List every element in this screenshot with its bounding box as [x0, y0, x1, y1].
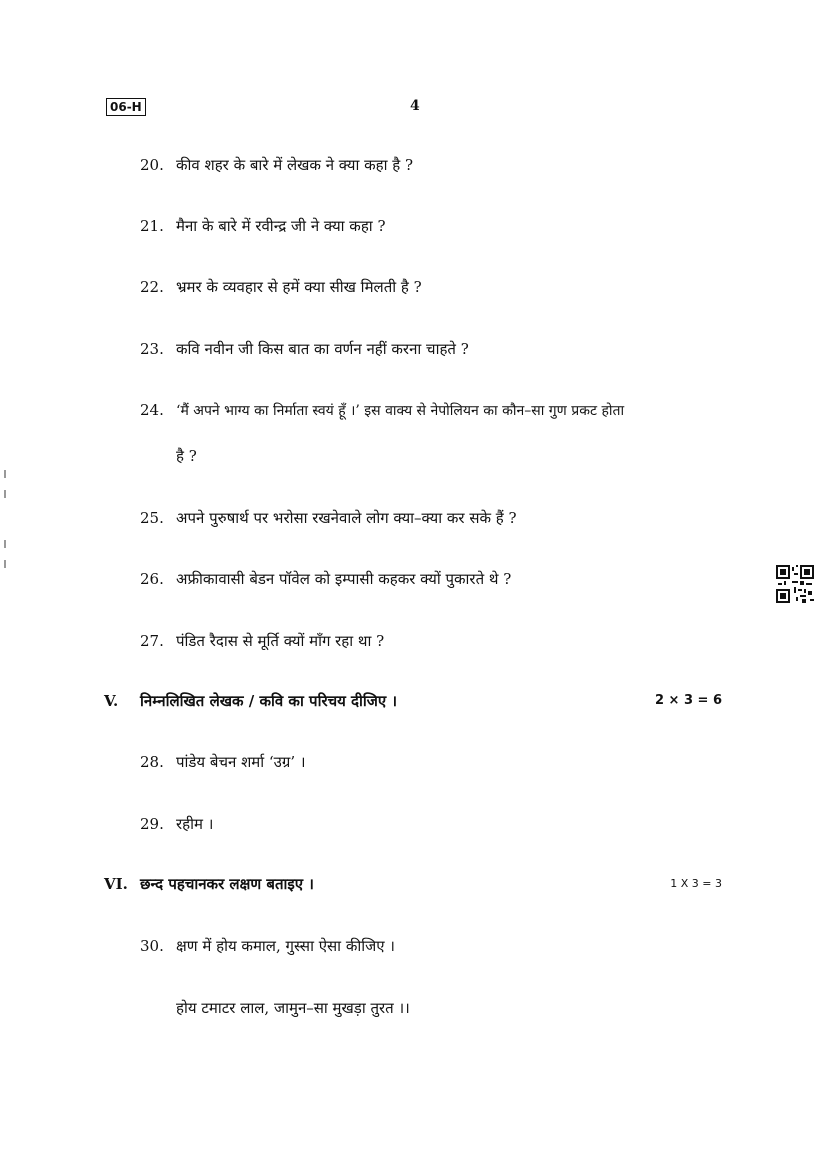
verse-line-2: होय टमाटर लाल, जामुन–सा मुखड़ा तुरत ।। — [176, 999, 410, 1017]
question-number: 23. — [140, 340, 164, 358]
question-30 — [140, 935, 395, 957]
question-number: 22. — [140, 278, 164, 296]
question-number: 28. — [140, 753, 164, 771]
question-text: पंडित रैदास से मूर्ति क्यों माँग रहा था ? — [176, 632, 385, 650]
question-number: 24. — [140, 401, 164, 419]
question-text: ‘मैं अपने भाग्य का निर्माता स्वयं हूँ ।’ इस वाक्य से नेपोलियन का कौन–सा गुण प्रकट होता — [176, 403, 625, 419]
question-number: 29. — [140, 815, 164, 833]
question-number: 27. — [140, 632, 164, 650]
section-v-heading — [104, 690, 397, 712]
question-22 — [140, 276, 422, 298]
question-29 — [140, 813, 213, 835]
edge-mark — [4, 560, 6, 568]
question-20 — [140, 154, 413, 176]
question-28 — [140, 751, 306, 773]
section-vi-marks: 1 X 3 = 3 — [670, 877, 722, 890]
section-numeral: VI. — [104, 875, 128, 893]
section-v-marks: 2 × 3 = 6 — [654, 693, 722, 708]
question-number: 26. — [140, 570, 164, 588]
question-24 — [140, 399, 624, 422]
question-number: 21. — [140, 217, 164, 235]
question-text: कवि नवीन जी किस बात का वर्णन नहीं करना चाहते ? — [176, 340, 469, 358]
question-text: अफ्रीकावासी बेडन पॉवेल को इम्पासी कहकर क्यों पुकारते थे ? — [176, 570, 512, 588]
question-21 — [140, 215, 386, 237]
question-27 — [140, 630, 384, 652]
verse-line-1: क्षण में होय कमाल, गुस्सा ऐसा कीजिए । — [176, 937, 395, 955]
edge-mark — [4, 490, 6, 498]
question-text: अपने पुरुषार्थ पर भरोसा रखनेवाले लोग क्या–क्या कर सके हैं ? — [176, 509, 517, 527]
edge-mark — [4, 470, 6, 478]
page-number: 4 — [410, 98, 420, 114]
question-26 — [140, 568, 511, 590]
edge-mark — [4, 540, 6, 548]
section-numeral: V. — [104, 692, 119, 710]
question-text: रहीम । — [176, 815, 214, 833]
paper-code: 06-H — [106, 98, 146, 116]
section-title: छन्द पहचानकर लक्षण बताइए । — [140, 875, 314, 893]
question-23 — [140, 338, 469, 360]
section-title: निम्नलिखित लेखक / कवि का परिचय दीजिए । — [140, 692, 398, 710]
question-25 — [140, 507, 517, 529]
question-number: 30. — [140, 937, 164, 955]
qr-code-icon — [776, 565, 814, 603]
question-text: भ्रमर के व्यवहार से हमें क्या सीख मिलती है ? — [176, 278, 422, 296]
question-24-continuation: है ? — [176, 447, 197, 465]
question-text: पांडेय बेचन शर्मा ‘उग्र’ । — [176, 753, 306, 771]
question-text: मैना के बारे में रवीन्द्र जी ने क्या कहा ? — [176, 217, 386, 235]
question-text: कीव शहर के बारे में लेखक ने क्या कहा है ? — [176, 156, 414, 174]
question-number: 20. — [140, 156, 164, 174]
question-number: 25. — [140, 509, 164, 527]
section-vi-heading — [104, 873, 314, 895]
